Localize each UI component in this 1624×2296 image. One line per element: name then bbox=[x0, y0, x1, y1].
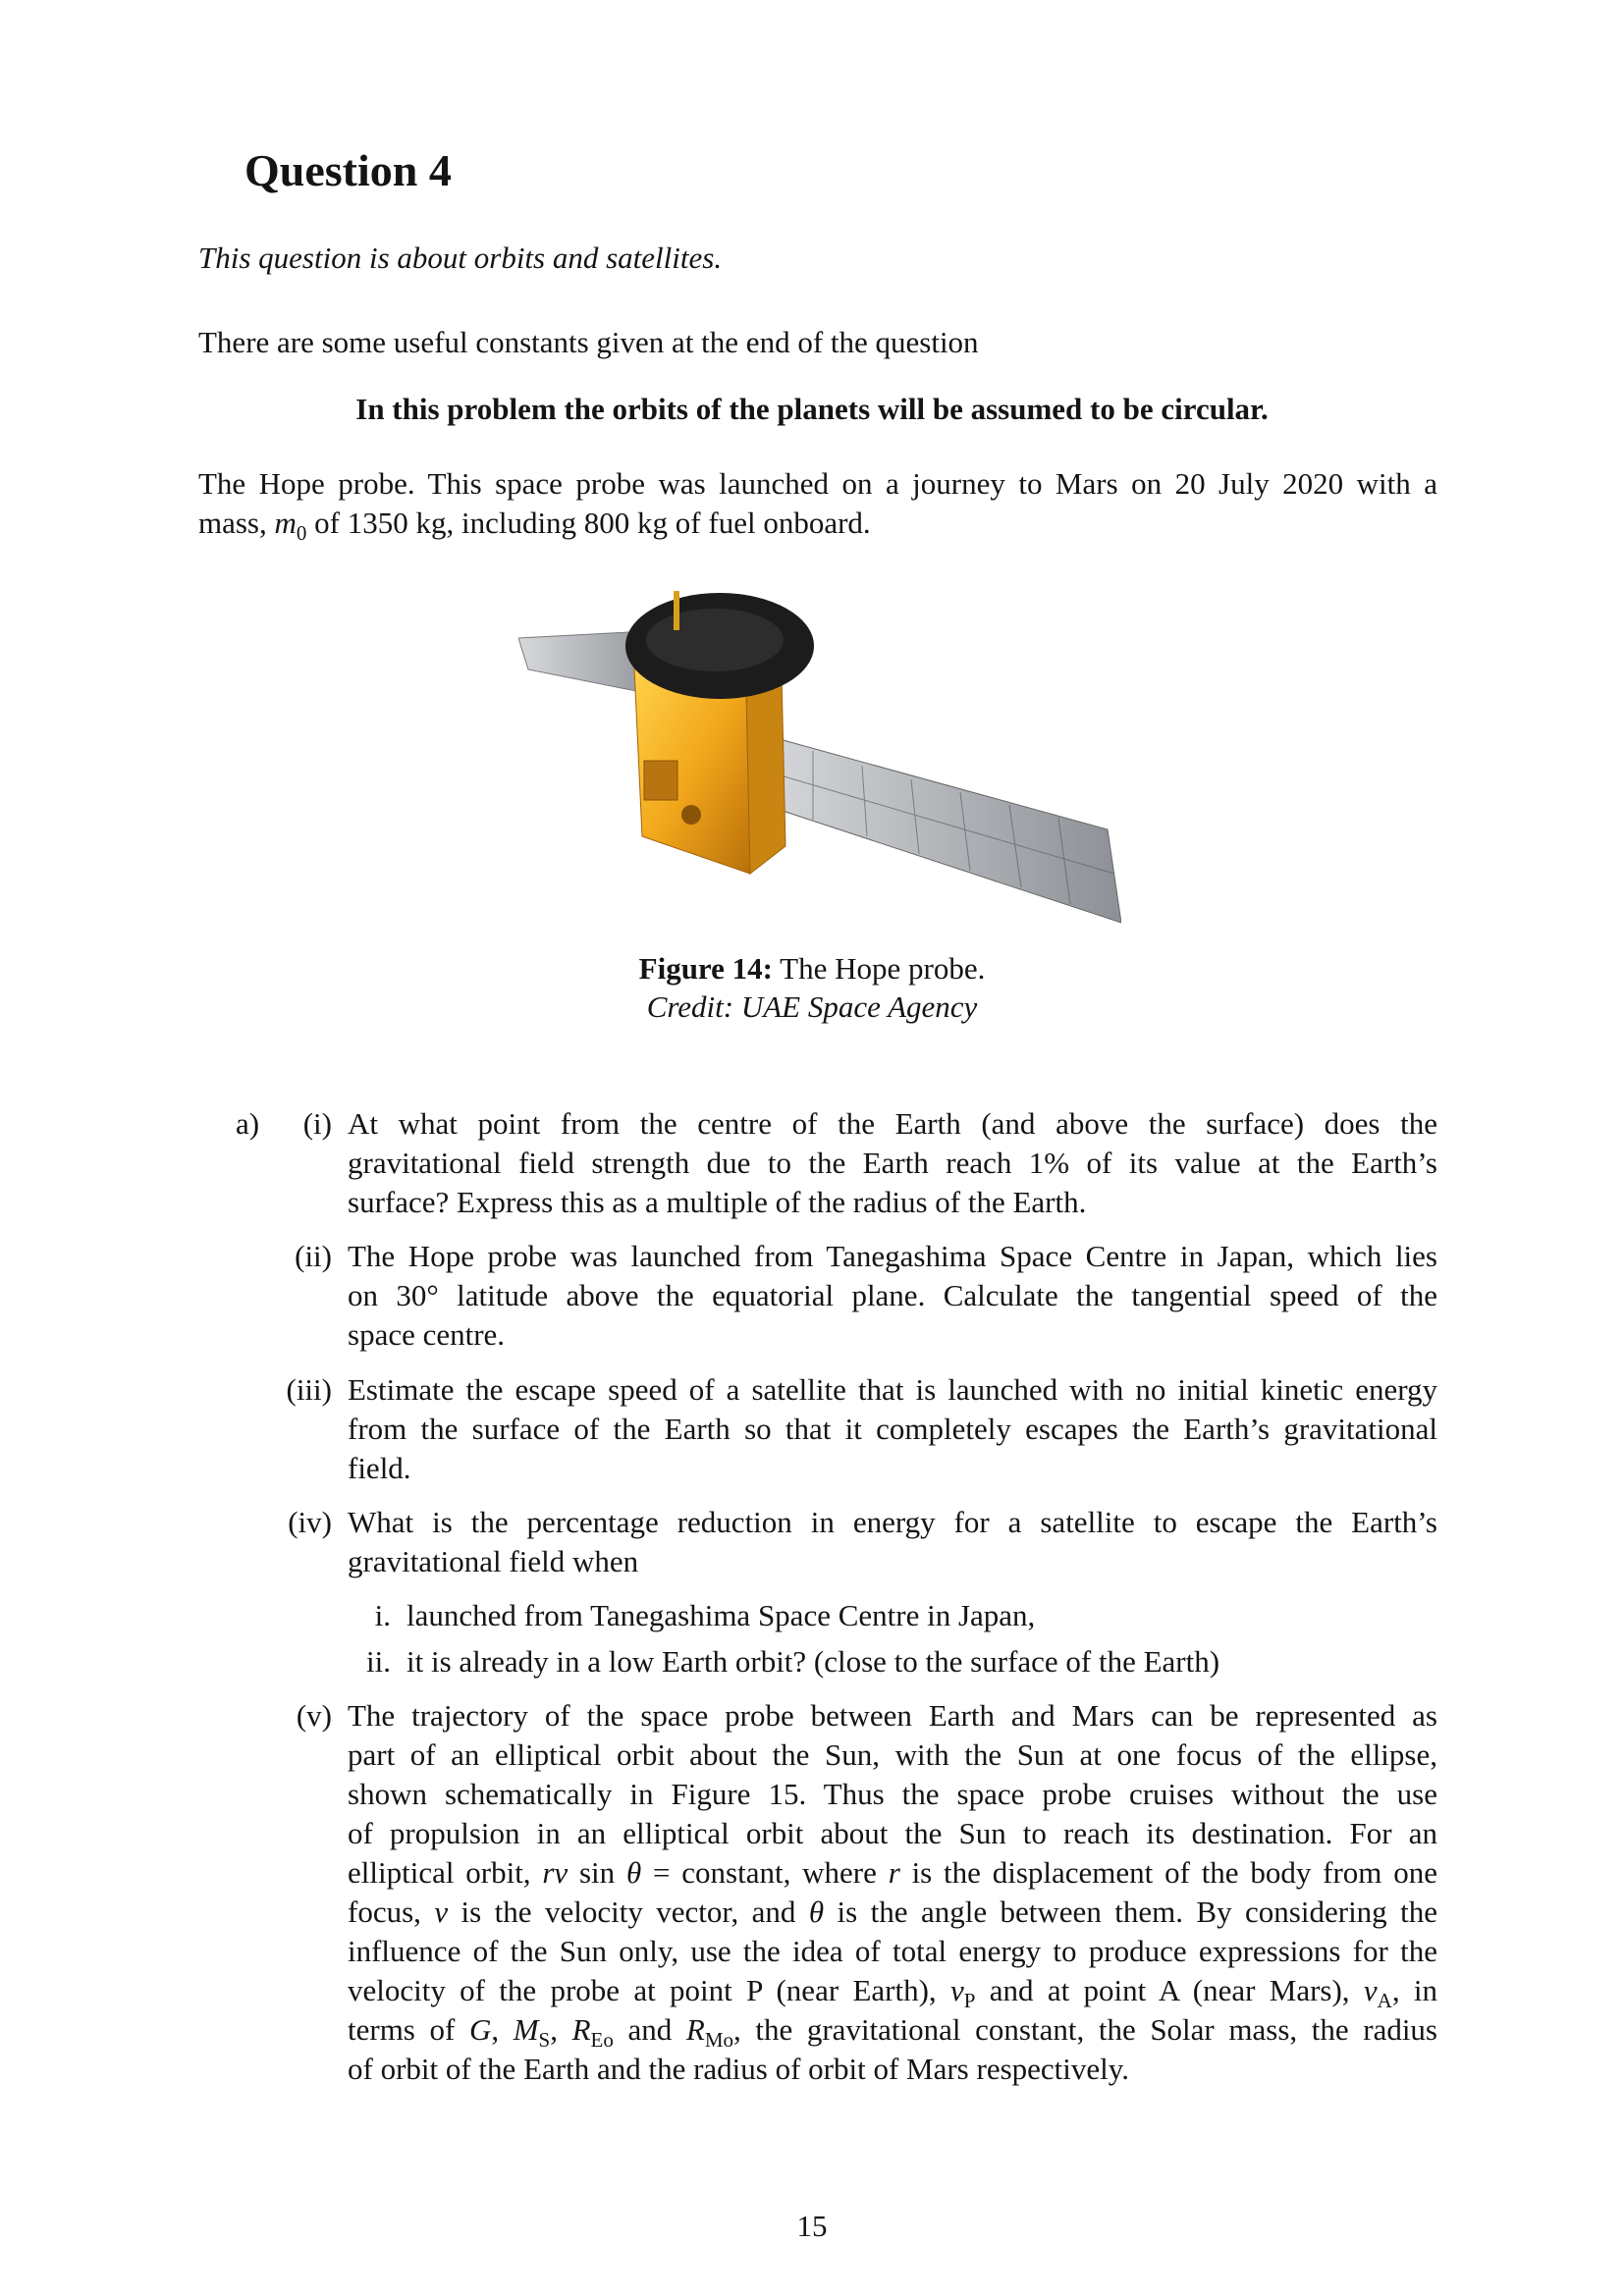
item-v: The trajectory of the space probe between Earth and Mars can be represented as part of an elliptical orbit about the Sun, with the Sun at one focus of the ellipse, shown schematically in Figure 15. Thus the space probe cruises without the use of propulsion in an elliptical orbit about the Sun to reach its destination. For an elliptical orbit, rv sin θ = constant, where r is the displacement of the body from one focus, v is the velocity vector, and θ is the angle between them. By considering the influence of the Sun only, use the idea of total energy to produce expressions for the velocity of the probe at point P (near Earth), $v_P$ and at point A (near Mars), $v_A$, in terms of G, $M_S$, $R_{Eo}$ and $R_{Mo}$, the gravitational constant, the Solar mass, the radius of orbit of the Earth and the radius of orbit of Mars respectively. bbox=[348, 1698, 1437, 2086]
subitem-i: launched from Tanegashima Space Centre in Japan, bbox=[406, 1598, 1036, 1632]
question-title: Question 4 bbox=[244, 145, 452, 195]
probe-body-side bbox=[746, 673, 785, 874]
figure-credit: Credit: UAE Space Agency bbox=[646, 989, 978, 1024]
subitem-ii: it is already in a low Earth orbit? (close to the surface of the Earth) bbox=[406, 1644, 1220, 1679]
item-ii: The Hope probe was launched from Tanegashima Space Centre in Japan, which lies on 30° latitude above the equatorial plane. Calculate the tangential speed of the space centre. bbox=[348, 1239, 1437, 1352]
hope-probe-image bbox=[518, 579, 1121, 929]
constants-note: There are some useful constants given at the end of the question bbox=[198, 325, 979, 359]
item-iii: Estimate the escape speed of a satellite that is launched with no initial kinetic energy from the surface of the Earth so that it completely escapes the Earth’s gravitational field. bbox=[348, 1372, 1437, 1485]
page-number: 15 bbox=[796, 2209, 828, 2243]
figure-caption: Figure 14: The Hope probe. bbox=[638, 951, 986, 986]
item-number: (iii) bbox=[286, 1372, 332, 1407]
intro-text: This question is about orbits and satellites. bbox=[198, 240, 723, 275]
item-number: (v) bbox=[296, 1698, 332, 1733]
part-label: a) bbox=[236, 1106, 260, 1141]
item-number: (i) bbox=[302, 1106, 332, 1141]
item-iv: What is the percentage reduction in energy for a satellite to escape the Earth’s gravitational field when bbox=[348, 1505, 1437, 1578]
assumption-text: In this problem the orbits of the planets will be assumed to be circular. bbox=[355, 392, 1269, 426]
subitem-number: i. bbox=[374, 1598, 391, 1632]
item-i: At what point from the centre of the Earth (and above the surface) does the gravitational field strength due to the Earth reach 1% of its value at the Earth’s surface? Express this as a multiple of the radius of the Earth. bbox=[348, 1106, 1437, 1219]
paragraph-line: The Hope probe. This space probe was launched on a journey to Mars on 20 July 2020 with a bbox=[198, 466, 1437, 501]
subitem-number: ii. bbox=[366, 1644, 391, 1679]
item-number: (iv) bbox=[288, 1505, 332, 1539]
item-number: (ii) bbox=[295, 1239, 332, 1273]
hope-probe-paragraph bbox=[198, 464, 1437, 546]
paragraph-line: mass, $m_0$ of 1350 kg, including 800 kg of fuel onboard. bbox=[198, 506, 871, 546]
